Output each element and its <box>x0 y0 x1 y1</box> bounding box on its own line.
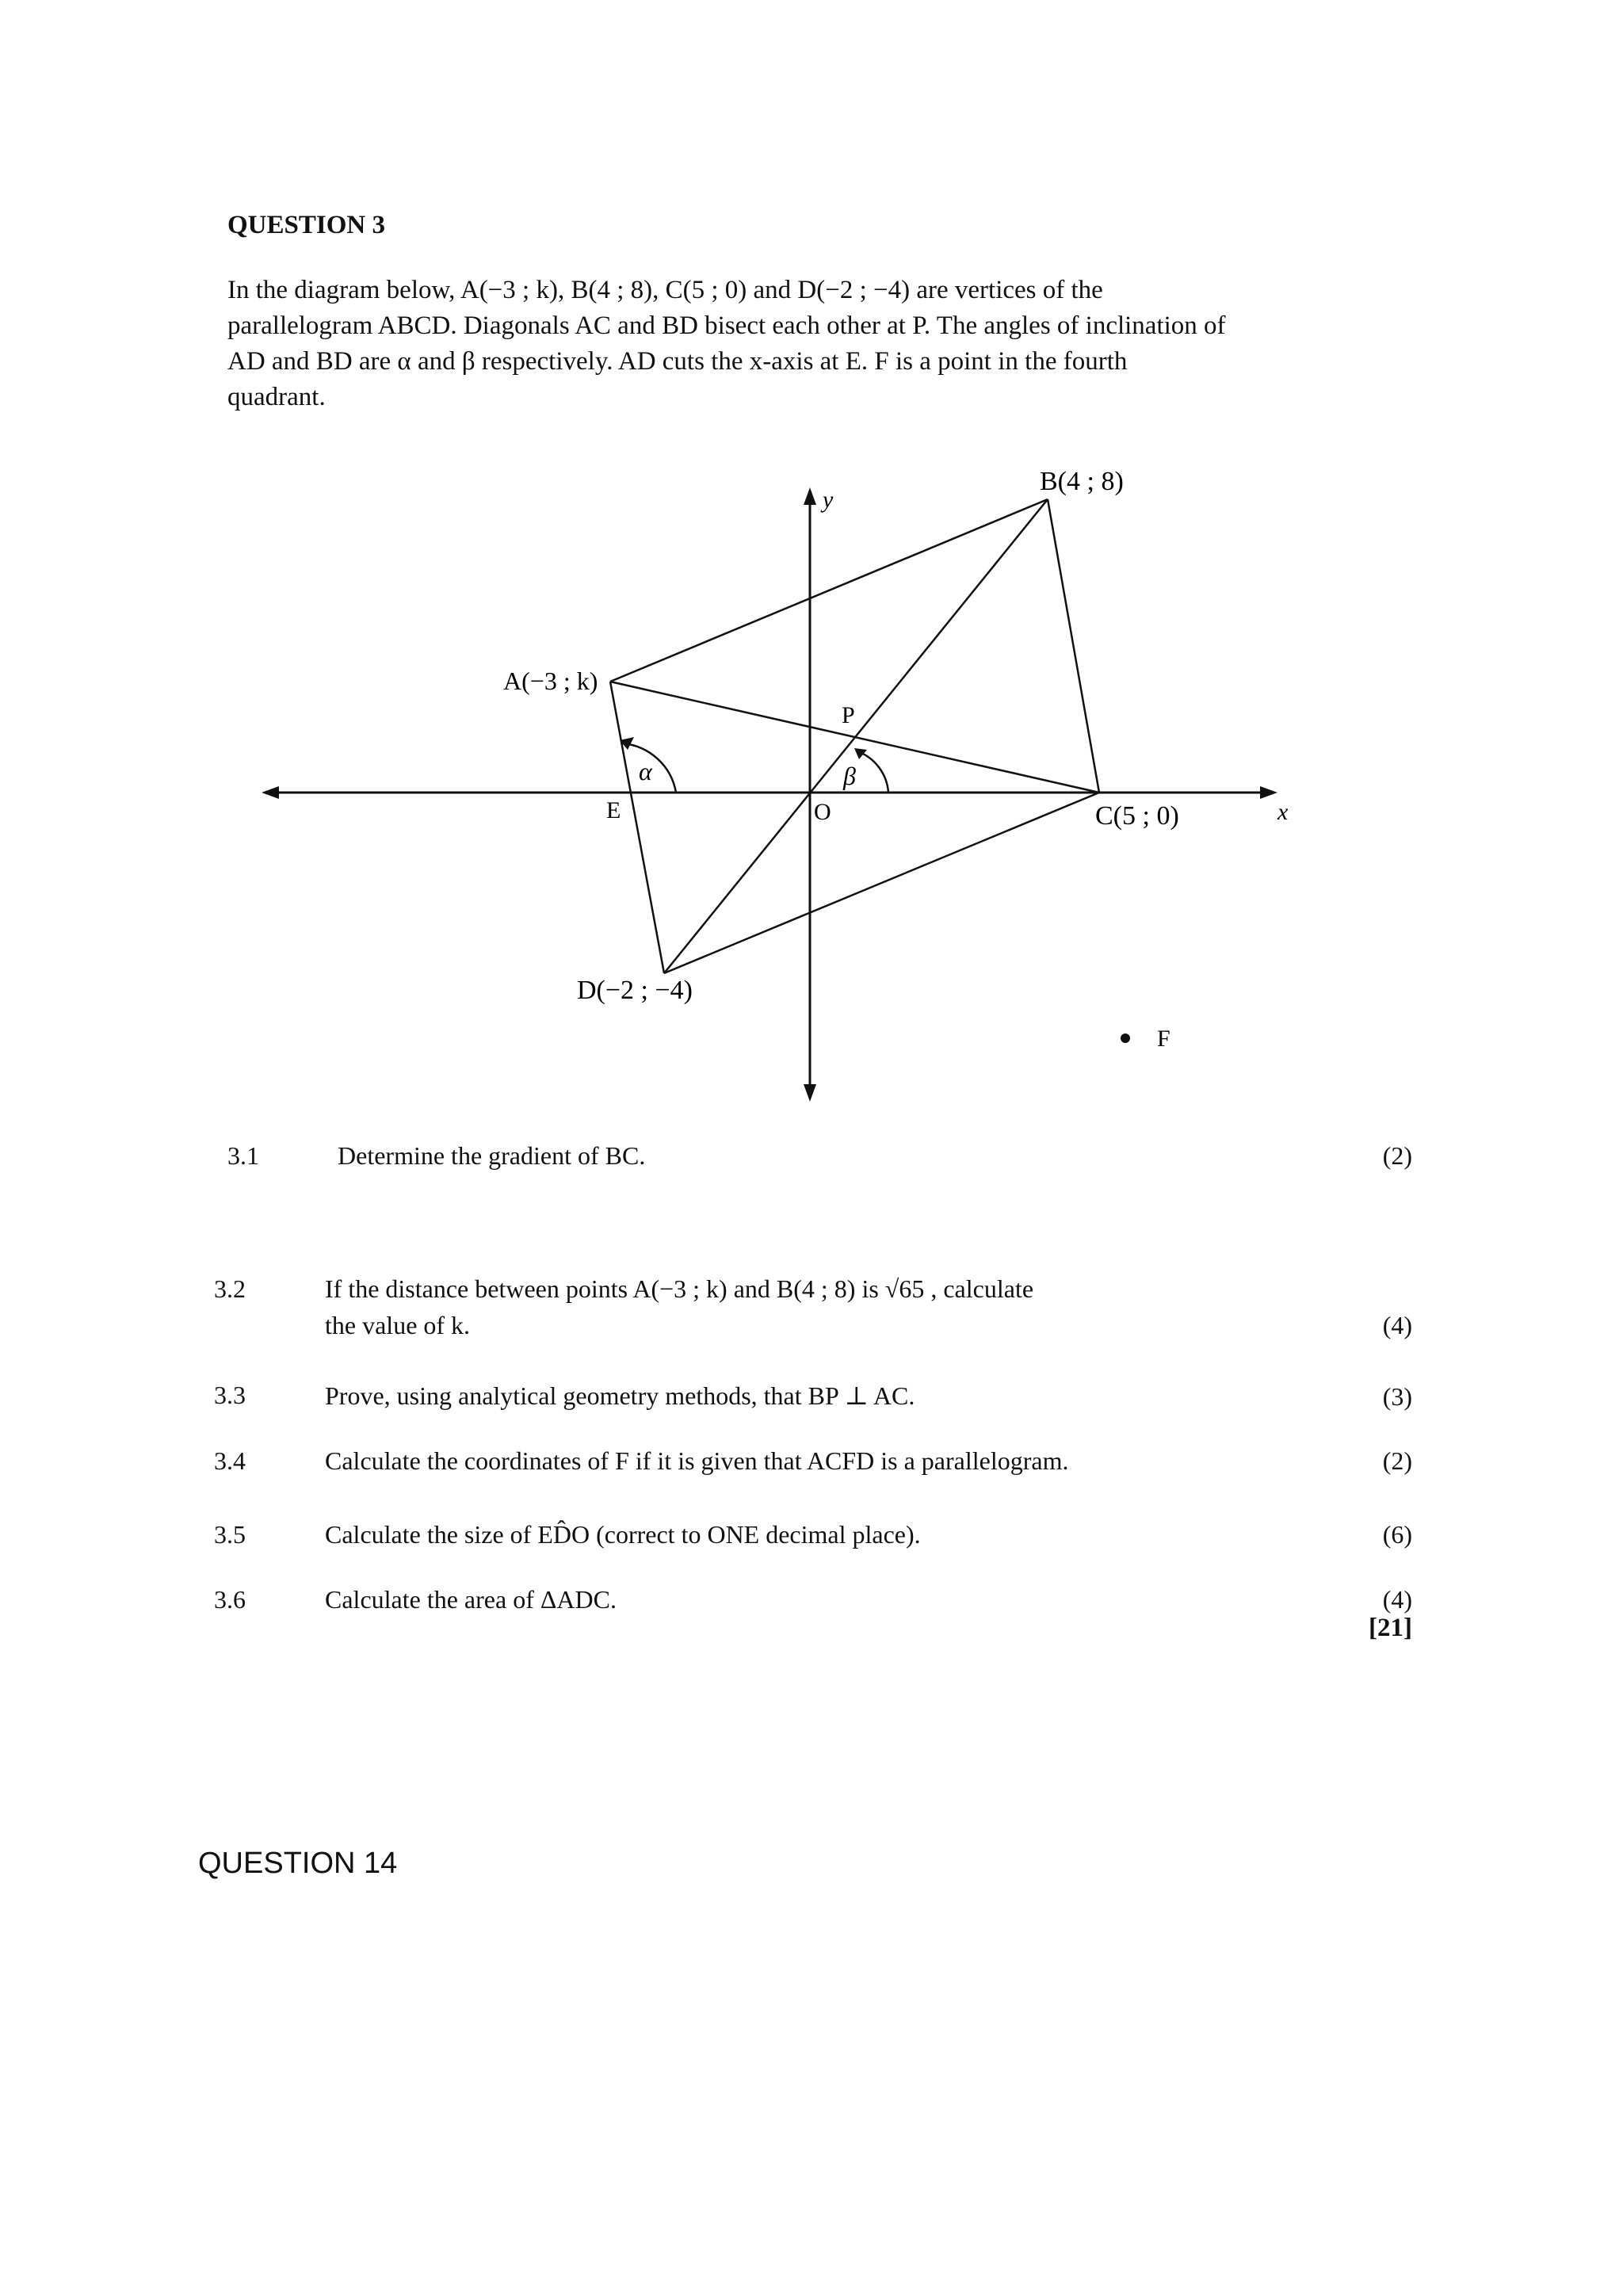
question-title: QUESTION 3 <box>227 211 385 239</box>
q-3-5-number: 3.5 <box>214 1520 246 1549</box>
q-3-2-number: 3.2 <box>214 1274 246 1303</box>
q-3-3-number: 3.3 <box>214 1381 246 1409</box>
label-a: A(−3 ; k) <box>503 667 598 695</box>
diagonal-bd <box>664 499 1048 973</box>
angle-beta-arrowhead <box>854 748 867 759</box>
label-p: P <box>842 702 855 728</box>
q-3-2-marks: (4) <box>1382 1311 1412 1339</box>
q-3-3-text: Prove, using analytical geometry methods, that BP ⊥ AC. <box>325 1381 915 1410</box>
q-3-4-text: Calculate the coordinates of F if it is given that ACFD is a parallelogram. <box>325 1446 1069 1475</box>
q-3-1-marks: (2) <box>1382 1141 1412 1170</box>
label-b: B(4 ; 8) <box>1040 467 1124 496</box>
intro-line-1: In the diagram below, A(−3 ; k), B(4 ; 8), C(5 ; 0) and D(−2 ; −4) are vertices of the <box>227 276 1103 304</box>
side-bc <box>1048 499 1099 793</box>
intro-line-4: quadrant. <box>227 383 326 411</box>
x-axis-left-arrow <box>262 786 279 799</box>
label-e: E <box>606 797 621 823</box>
q-3-6-text: Calculate the area of ΔADC. <box>325 1585 617 1614</box>
total-marks: [21] <box>1369 1614 1412 1642</box>
y-axis-bottom-arrow <box>804 1084 816 1102</box>
side-da <box>610 682 664 973</box>
y-axis-top-arrow <box>804 487 816 505</box>
angle-beta-arc <box>857 751 888 793</box>
q-3-6-number: 3.6 <box>214 1585 246 1614</box>
q-3-1-number: 3.1 <box>227 1141 259 1170</box>
next-question-heading: QUESTION 14 <box>198 1847 398 1880</box>
point-f-dot <box>1121 1033 1130 1043</box>
q-3-4-marks: (2) <box>1382 1446 1412 1475</box>
side-ab <box>610 499 1048 682</box>
side-cd <box>664 793 1099 973</box>
intro-line-2: parallelogram ABCD. Diagonals AC and BD bisect each other at P. The angles of inclination of <box>227 311 1226 340</box>
q-3-1-text: Determine the gradient of BC. <box>338 1141 646 1170</box>
label-c: C(5 ; 0) <box>1095 801 1179 831</box>
x-axis-right-arrow <box>1260 786 1277 799</box>
q-3-5-text: Calculate the size of ED̂O (correct to ONE decimal place). <box>325 1520 921 1549</box>
label-f: F <box>1157 1026 1170 1052</box>
q-3-2-text-line-2: the value of k. <box>325 1311 471 1339</box>
intro-line-3: AD and BD are α and β respectively. AD cuts the x-axis at E. F is a point in the fourth <box>227 347 1128 376</box>
q-3-2-text: If the distance between points A(−3 ; k) and B(4 ; 8) is √65 , calculate <box>325 1274 1034 1303</box>
label-x-axis: x <box>1277 799 1289 825</box>
q-3-3-marks: (3) <box>1382 1382 1412 1411</box>
label-alpha: α <box>639 757 652 785</box>
label-y-axis: y <box>823 487 834 513</box>
q-3-6-marks: (4) <box>1382 1585 1412 1614</box>
q-3-4-number: 3.4 <box>214 1446 246 1475</box>
label-o: O <box>814 799 831 825</box>
parallelogram-diagram <box>0 0 1623 1125</box>
q-3-5-marks: (6) <box>1382 1520 1412 1549</box>
label-d: D(−2 ; −4) <box>577 976 693 1005</box>
label-beta: β <box>843 762 856 790</box>
